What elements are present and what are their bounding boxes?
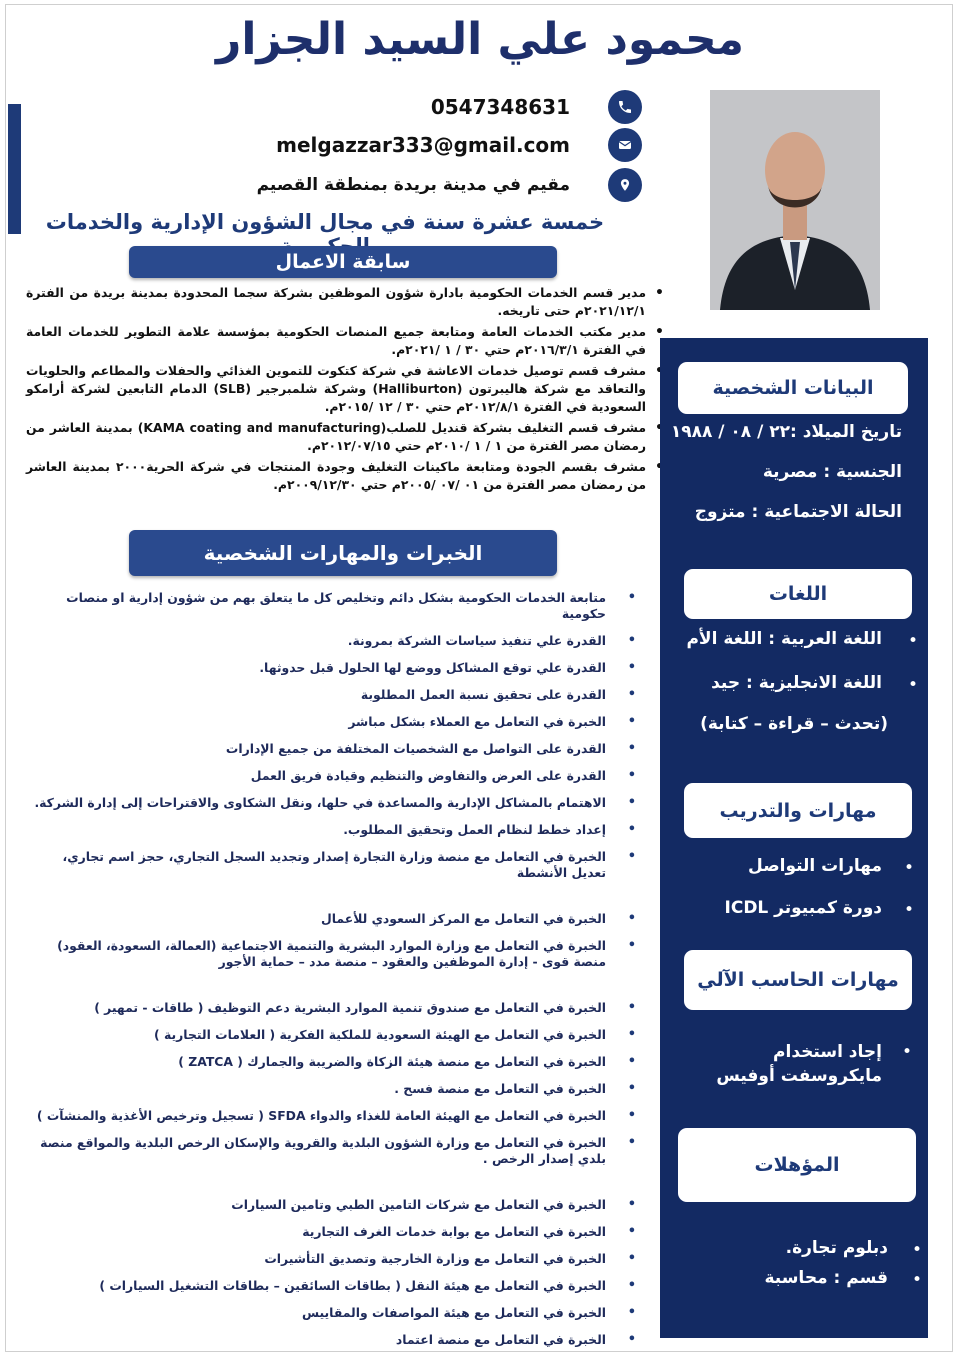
skill-item: • القدرة علي تنفيذ سياسات الشركة بمرونة. bbox=[26, 633, 606, 649]
languages-card: اللغات bbox=[684, 569, 912, 619]
bullet: • bbox=[902, 1042, 913, 1062]
profile-photo bbox=[710, 90, 880, 310]
phone-icon bbox=[608, 90, 642, 124]
skill-item: • القدرة على تحقيق نسبة العمل المطلوبة bbox=[26, 687, 606, 703]
work-item: • مدير مكتب الخدمات العامة ومتابعة جميع المنصات الحكومية بمؤسسة علامة التطوير للخدمات العامة في الفترة ٢٠١٦/٣/١م حتي ٣٠ / ١ /٢٠٢١م. bbox=[26, 323, 646, 359]
bullet: • bbox=[904, 858, 915, 878]
skill-item: • القدرة على التواصل مع الشخصيات المختلفة من جميع الإدارات bbox=[26, 741, 606, 757]
skills-section-title: الخبرات والمهارات الشخصية bbox=[129, 530, 557, 576]
mail-icon bbox=[608, 128, 642, 162]
bullet: • bbox=[908, 631, 919, 651]
marital-status: الحالة الاجتماعية : متزوج bbox=[694, 502, 902, 522]
skill-item: • متابعة الخدمات الحكومية بشكل دائم وتخليص كل ما يتعلق بهم من شؤون إدارية او منصات حكومية bbox=[26, 590, 606, 622]
skill-item: • الخبرة في التعامل مع صندوق تنمية الموارد البشرية دعم التوظيف ( طاقات - تمهير ) bbox=[26, 1000, 606, 1016]
training-item-communication: مهارات التواصل bbox=[748, 856, 882, 876]
work-item: • مشرف قسم التغليف بشركة قنديل للصلب(KAMA coating and manufacturing) بمدينة العاشر من رمضان مصر الفترة من ١ / ١ /٢٠١٠م حتي ٢٠١٢/٠٧/١٥م. bbox=[26, 419, 646, 455]
skill-item: • الاهتمام بالمشاكل الإدارية والمساعدة في حلها، ونقل الشكاوى والاقتراحات إلى إدارة الشركة. bbox=[26, 795, 606, 811]
location-row bbox=[257, 168, 642, 202]
computer-skill-office: إجاد استخدام مايكروسفت أوفيس bbox=[716, 1042, 882, 1086]
language-english-detail: (تحدث – قراءة – كتابة) bbox=[700, 714, 888, 734]
skill-item: • الخبرة في التعامل مع وزارة الخارجية وتصديق التأشيرات bbox=[26, 1251, 606, 1267]
work-item: • مشرف بقسم الجودة ومتابعة ماكينات التغليف وجودة المنتجات في شركة الحرية٢٠٠٠ بمدينة العاشر من رمضان مصر الفترة من ٠١ /٠٧ /٢٠٠٥م حتي ٢٠٠٩/١٢/٣٠م. bbox=[26, 458, 646, 494]
skill-item: • الخبرة في التعامل مع العملاء بشكل مباشر bbox=[26, 714, 606, 730]
candidate-name: محمود علي السيد الجزار bbox=[216, 14, 744, 65]
phone-number[interactable]: 0547348631 bbox=[430, 95, 570, 119]
phone-row bbox=[431, 90, 642, 124]
training-item-icdl: دورة كمبيوتر ICDL bbox=[724, 898, 882, 918]
computer-skills-card: مهارات الحاسب الآلي bbox=[684, 950, 912, 1010]
skill-item: • الخبرة في التعامل مع وزارة الشؤون البلدية والقروية والإسكان الرخص البلدية والمواقع منصة بلدي إصدار الرخص . bbox=[26, 1135, 606, 1167]
skill-item: • الخبرة في التعامل مع الهيئة العامة للغذاء والدواء SFDA ( تسجيل وترخيص الأغذية والمنشآت ) bbox=[26, 1108, 606, 1124]
skill-item: • الخبرة في التعامل مع منصة اعتماد bbox=[26, 1332, 606, 1348]
birth-date: تاريخ الميلاد :٢٢ / ٠٨ / ١٩٨٨ bbox=[670, 422, 902, 442]
language-english: اللغة الانجليزية : جيد bbox=[711, 673, 882, 693]
qualification-department: قسم : محاسبة bbox=[764, 1268, 888, 1288]
email-row bbox=[276, 128, 642, 162]
nationality: الجنسية : مصرية bbox=[762, 462, 902, 482]
skill-item: • الخبرة في التعامل مع منصة فسح . bbox=[26, 1081, 606, 1097]
skill-item: • الخبرة في التعامل مع شركات التامين الطبي وتامين السيارات bbox=[26, 1197, 606, 1213]
skills-list bbox=[26, 590, 606, 1348]
skill-item: • الخبرة في التعامل مع منصة وزارة التجارة إصدار وتجديد السجل التجاري، حجز اسم تجاري، تعديل الأنشطة bbox=[26, 849, 606, 881]
email-address[interactable]: melgazzar333@gmail.com bbox=[276, 133, 570, 157]
skill-item: • الخبرة في التعامل مع منصة هيئة الزكاة والضريبة والجمارك ( ZATCA ) bbox=[26, 1054, 606, 1070]
skill-item: • الخبرة في التعامل مع هيئة النقل ( بطاقات السائقين – بطاقات التشغيل السيارات ) bbox=[26, 1278, 606, 1294]
skill-item: • القدرة على العرض والتفاوض والتنظيم وقيادة فريق العمل bbox=[26, 768, 606, 784]
training-card: مهارات والتدريب bbox=[684, 783, 912, 838]
location-text: مقيم في مدينة بريدة بمنطقة القصيم bbox=[256, 175, 570, 195]
work-item: • مشرف قسم توصيل خدمات الاعاشة في شركة كتكوت للتموين الغذائي والحفلات والمطاعم والحلويات والتعاقد مع شركة هاليبرتون (Halliburton) وشركة شلمبرجير (SLB) الدمام التابعين لشركة أرامكو السعودية في الفترة ٢٠١٢/٨/١م حتي ٣٠ / ١٢ /٢٠١٥م. bbox=[26, 362, 646, 416]
career-headline: خمسة عشرة سنة في مجال الشؤون الإدارية والخدمات bbox=[45, 210, 605, 234]
work-section-title: سابقة الاعمال bbox=[129, 246, 557, 278]
qualification-diploma: دبلوم تجارة. bbox=[785, 1238, 888, 1258]
personal-data-card: البيانات الشخصية bbox=[678, 362, 908, 414]
skill-item: • إعداد خطط لنظام العمل وتحقيق المطلوب. bbox=[26, 822, 606, 838]
work-list bbox=[26, 284, 670, 497]
skill-item: • الخبرة في التعامل مع الهيئة السعودية للملكية الفكرية ( العلامات التجارية ) bbox=[26, 1027, 606, 1043]
skill-item: • الخبرة في التعامل مع المركز السعودي للأعمال bbox=[26, 911, 606, 927]
skill-item: • القدرة علي توقع المشاكل ووضع لها الحلول قبل حدوثها. bbox=[26, 660, 606, 676]
bullet: • bbox=[908, 675, 919, 695]
skill-item: • الخبرة في التعامل مع وزارة الموارد البشرية والتنمية الاجتماعية (العمالة، السعودة، العقود) منصة قوى - إدارة الموظفين والعقود – منصة مدد – حماية الأجور bbox=[26, 938, 606, 970]
language-arabic: اللغة العربية : اللغة الأم bbox=[686, 629, 882, 649]
qualifications-card: المؤهلات bbox=[678, 1128, 916, 1202]
skill-item: • الخبرة في التعامل مع هيئة المواصفات والمقاييس bbox=[26, 1305, 606, 1321]
bullet: • bbox=[904, 900, 915, 920]
bullet: • bbox=[912, 1270, 923, 1290]
bullet: • bbox=[912, 1240, 923, 1260]
location-pin-icon bbox=[608, 168, 642, 202]
work-item: • مدير قسم الخدمات الحكومية بادارة شؤون الموظفين بشركة سجما المحدودة بمدينة بريدة من الفترة ٢٠٢١/١٢/١م حتى تاريخه. bbox=[26, 284, 646, 320]
skill-item: • الخبرة في التعامل مع بوابة خدمات الغرف التجارية bbox=[26, 1224, 606, 1240]
